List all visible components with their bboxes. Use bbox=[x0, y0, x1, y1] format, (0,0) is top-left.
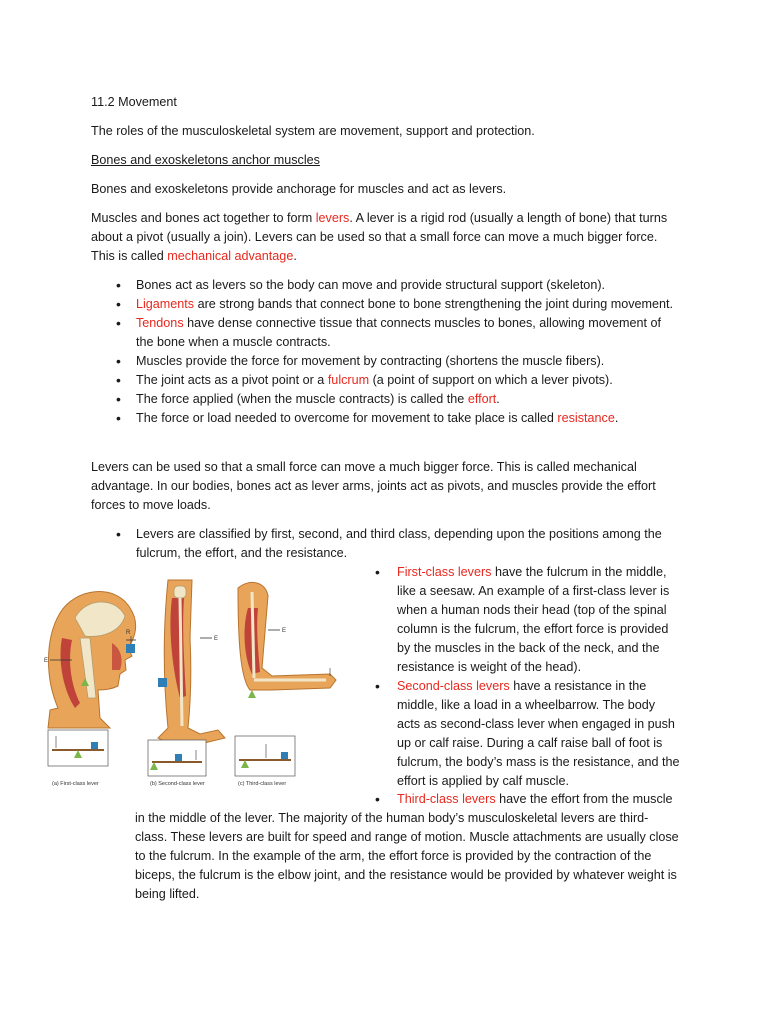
head-illustration bbox=[44, 592, 136, 728]
term-mechanical-advantage: mechanical advantage bbox=[167, 249, 294, 263]
term-tendons: Tendons bbox=[136, 316, 184, 330]
schematic-second-class bbox=[148, 740, 206, 776]
text: . bbox=[496, 392, 500, 406]
caption-second-class: (b) Second-class lever bbox=[150, 781, 205, 787]
label-e: E bbox=[214, 636, 219, 642]
section-title: 11.2 Movement bbox=[91, 95, 177, 109]
list-item bbox=[116, 525, 676, 563]
text: have the effort from the muscle bbox=[495, 792, 673, 806]
text: have dense connective tissue that connects muscles to bones, allowing movement of the bone when a muscle contracts. bbox=[136, 316, 662, 349]
classes-list bbox=[116, 525, 676, 563]
text: have the fulcrum in the middle, like a seesaw. An example of a first-class lever is when a human nods their head (top of the spinal column is the fulcrum, the effort force is provided by the muscles in the back of the neck, and the resistance is weight of the head). bbox=[397, 565, 670, 674]
text: The joint acts as a pivot point or a bbox=[136, 373, 328, 387]
list-item bbox=[116, 390, 676, 409]
schematic-third-class bbox=[235, 736, 295, 776]
text: are strong bands that connect bone to bone strengthening the joint during movement. bbox=[194, 297, 673, 311]
term-levers: levers bbox=[315, 211, 350, 225]
label-e: E bbox=[44, 658, 49, 664]
list-item-second-class bbox=[375, 677, 680, 791]
section-heading: Bones and exoskeletons anchor muscles bbox=[91, 153, 320, 167]
term-effort: effort bbox=[467, 392, 497, 406]
lever-illustration bbox=[40, 578, 340, 793]
levers-paragraph bbox=[91, 209, 681, 266]
arm-illustration bbox=[238, 582, 336, 698]
caption-third-class: (c) Third-class lever bbox=[238, 781, 287, 787]
text: Muscles provide the force for movement by contracting (shortens the muscle fibers). bbox=[136, 354, 605, 368]
term-second-class-levers: Second-class levers bbox=[397, 679, 510, 693]
leg-illustration bbox=[154, 580, 225, 748]
text: Levers are classified by first, second, and third class, depending upon the positions among the fulcrum, the effort, and the resistance. bbox=[136, 527, 662, 560]
text: . bbox=[293, 249, 297, 263]
text: . A lever is a rigid rod (usually a length of bone) that turns about a pivot (usually a join). Levers can be used so that a small force can move a much bigger force. This is called bbox=[91, 211, 668, 263]
caption-first-class: (a) First-class lever bbox=[52, 781, 99, 787]
facts-list bbox=[116, 276, 676, 428]
text: in the middle of the lever. The majority of the human body’s musculoskeletal levers are third-class. These levers are built for speed and range of motion. Muscle attachments are usually close to the fulcrum. In the example of the arm, the effort force is provided by the contraction of the biceps, the fulcrum is the elbow joint, and the resistance would be provided by whatever weight is being lifted. bbox=[135, 811, 679, 901]
term-first-class-levers: First-class levers bbox=[397, 565, 492, 579]
term-resistance: resistance bbox=[557, 411, 615, 425]
anchorage-paragraph: Bones and exoskeletons provide anchorage for muscles and act as levers. bbox=[91, 182, 507, 196]
text: have a resistance in the middle, like a load in a wheelbarrow. The body acts as second-class lever when engaged in push up or calf raise. During a calf raise ball of foot is fulcrum, the body’s mass is the resistance, and the effort is applied by calf muscle. bbox=[397, 679, 680, 788]
label-e: E bbox=[282, 628, 287, 634]
text: The force or load needed to overcome for movement to take place is called bbox=[136, 411, 558, 425]
term-ligaments: Ligaments bbox=[136, 297, 195, 311]
schematic-first-class bbox=[48, 730, 108, 766]
intro-paragraph: The roles of the musculoskeletal system are movement, support and protection. bbox=[91, 124, 535, 138]
bullet-icon: • bbox=[375, 791, 380, 807]
text: The force applied (when the muscle contracts) is called the bbox=[136, 392, 468, 406]
mechanical-advantage-paragraph: Levers can be used so that a small force can move a much bigger force. This is called mechanical advantage. In our bodies, bones act as lever arms, joints act as pivots, and muscles provide the effort forces to move loads. bbox=[91, 460, 656, 512]
lever-classes-figure bbox=[40, 578, 340, 793]
lever-classes-list bbox=[375, 563, 680, 791]
term-fulcrum: fulcrum bbox=[327, 373, 370, 387]
text: Bones act as levers so the body can move and provide structural support (skeleton). bbox=[136, 278, 606, 292]
text: (a point of support on which a lever pivots). bbox=[369, 373, 613, 387]
label-r: R bbox=[126, 630, 131, 636]
list-item bbox=[116, 409, 676, 428]
list-item bbox=[116, 352, 676, 371]
text: . bbox=[614, 411, 619, 425]
list-item bbox=[116, 314, 676, 352]
list-item bbox=[116, 295, 676, 314]
term-third-class-levers: Third-class levers bbox=[397, 792, 496, 806]
list-item-third-class bbox=[135, 790, 680, 904]
list-item-first-class bbox=[375, 563, 680, 677]
list-item bbox=[116, 276, 676, 295]
text: Muscles and bones act together to form bbox=[91, 211, 316, 225]
list-item bbox=[116, 371, 676, 390]
